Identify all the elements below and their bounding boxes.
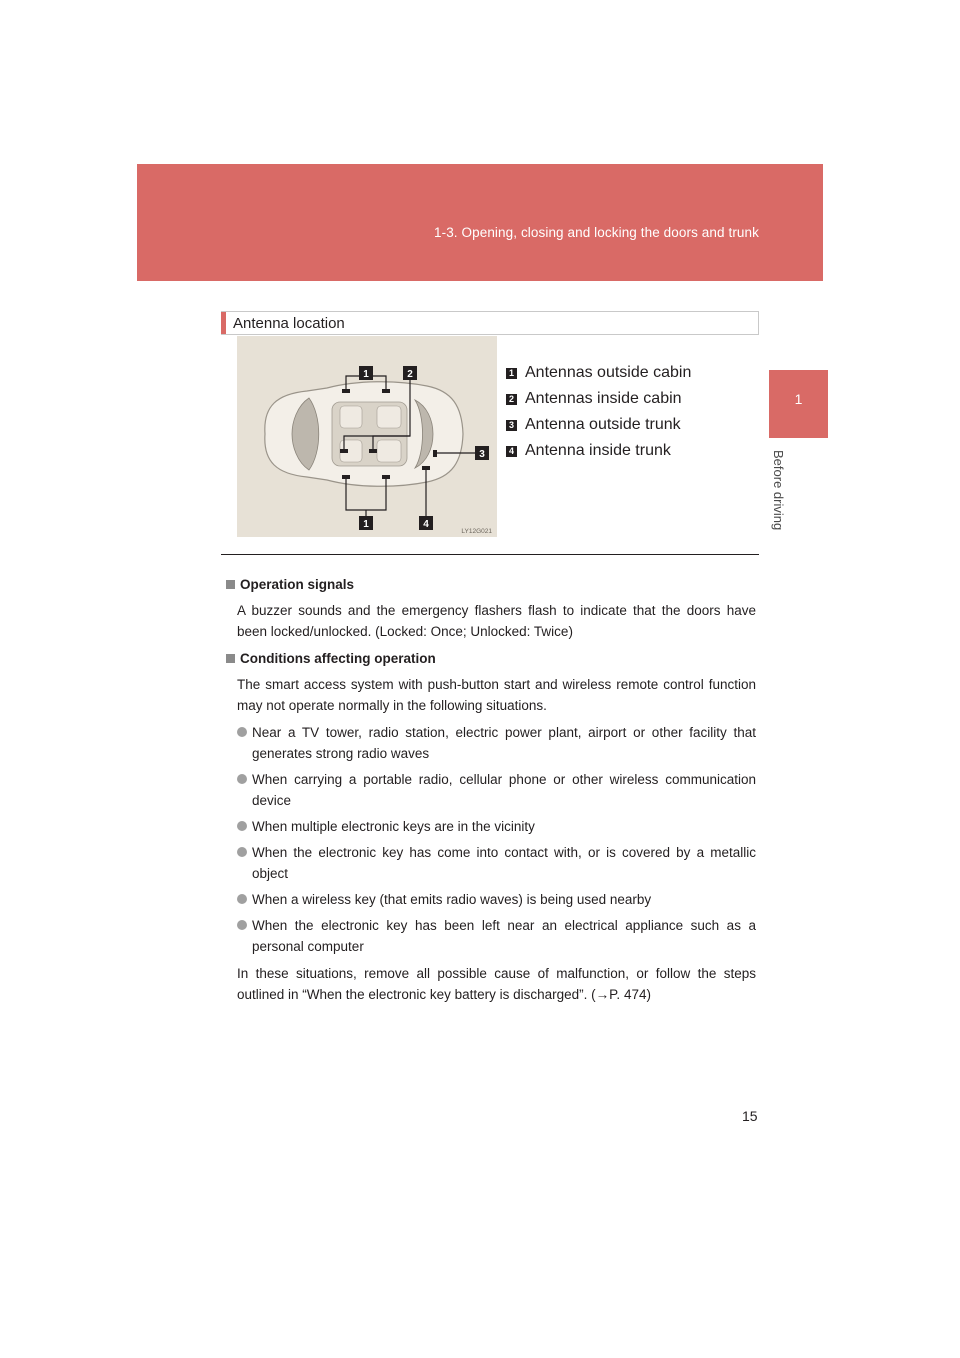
callout-1-bottom: 1 (363, 519, 369, 530)
antenna-legend (506, 360, 691, 464)
callout-4: 4 (423, 519, 429, 530)
chapter-number: 1 (794, 391, 803, 407)
bullet-dot-icon (237, 847, 247, 857)
legend-number-badge: 1 (506, 368, 517, 379)
conditions-closing: In these situations, remove all possible cause of malfunction, or follow the steps outlined in “When the electronic key battery is discharged”. (→P. 474) (237, 966, 756, 1002)
antenna-location-figure (237, 336, 497, 537)
callout-2: 2 (407, 369, 413, 380)
legend-item (506, 412, 691, 438)
list-item: When multiple electronic keys are in the vicinity (237, 816, 756, 837)
legend-label: Antenna inside trunk (525, 442, 671, 459)
legend-item (506, 360, 691, 386)
square-bullet-icon (226, 654, 235, 663)
conditions-heading: Conditions affecting operation (226, 648, 756, 669)
body-text (226, 574, 756, 1011)
section-title: Antenna location (233, 315, 345, 332)
bullet-dot-icon (237, 774, 247, 784)
figure-code: LY12G021 (461, 528, 492, 535)
bullet-dot-icon (237, 894, 247, 904)
list-item: When a wireless key (that emits radio waves) is being used nearby (237, 889, 756, 910)
car-top-view-illustration (237, 336, 497, 537)
square-bullet-icon (226, 580, 235, 589)
section-divider (221, 554, 759, 555)
list-item: When the electronic key has come into contact with, or is covered by a metallic object (237, 842, 756, 884)
bullet-dot-icon (237, 821, 247, 831)
conditions-intro: The smart access system with push-button start and wireless remote control function may not operate normally in the following situations. (237, 677, 756, 713)
operation-signals-text: A buzzer sounds and the emergency flashers flash to indicate that the doors have been locked/unlocked. (Locked: Once; Unlocked: Twice) (237, 603, 756, 639)
list-item: Near a TV tower, radio station, electric power plant, airport or other facility that generates strong radio waves (237, 722, 756, 764)
list-item: When carrying a portable radio, cellular phone or other wireless communication device (237, 769, 756, 811)
operation-signals-heading: Operation signals (226, 574, 756, 595)
bullet-dot-icon (237, 920, 247, 930)
section-heading-bar (221, 312, 226, 334)
legend-number-badge: 2 (506, 394, 517, 405)
legend-item (506, 386, 691, 412)
legend-number-badge: 3 (506, 420, 517, 431)
chapter-tab (769, 370, 828, 438)
conditions-list (237, 722, 756, 957)
callout-1-top: 1 (363, 369, 369, 380)
header-band (137, 164, 823, 281)
legend-item (506, 438, 691, 464)
legend-label: Antenna outside trunk (525, 416, 681, 433)
bullet-dot-icon (237, 727, 247, 737)
chapter-side-label (771, 450, 794, 550)
chapter-section-title: 1-3. Opening, closing and locking the doors and trunk (433, 225, 759, 240)
legend-number-badge: 4 (506, 446, 517, 457)
legend-label: Antennas inside cabin (525, 390, 682, 407)
section-heading (221, 311, 759, 335)
legend-label: Antennas outside cabin (525, 364, 692, 381)
page-number: 15 (742, 1108, 758, 1124)
callout-3: 3 (479, 449, 485, 460)
chapter-label: Before driving (771, 450, 786, 531)
list-item: When the electronic key has been left near an electrical appliance such as a personal computer (237, 915, 756, 957)
